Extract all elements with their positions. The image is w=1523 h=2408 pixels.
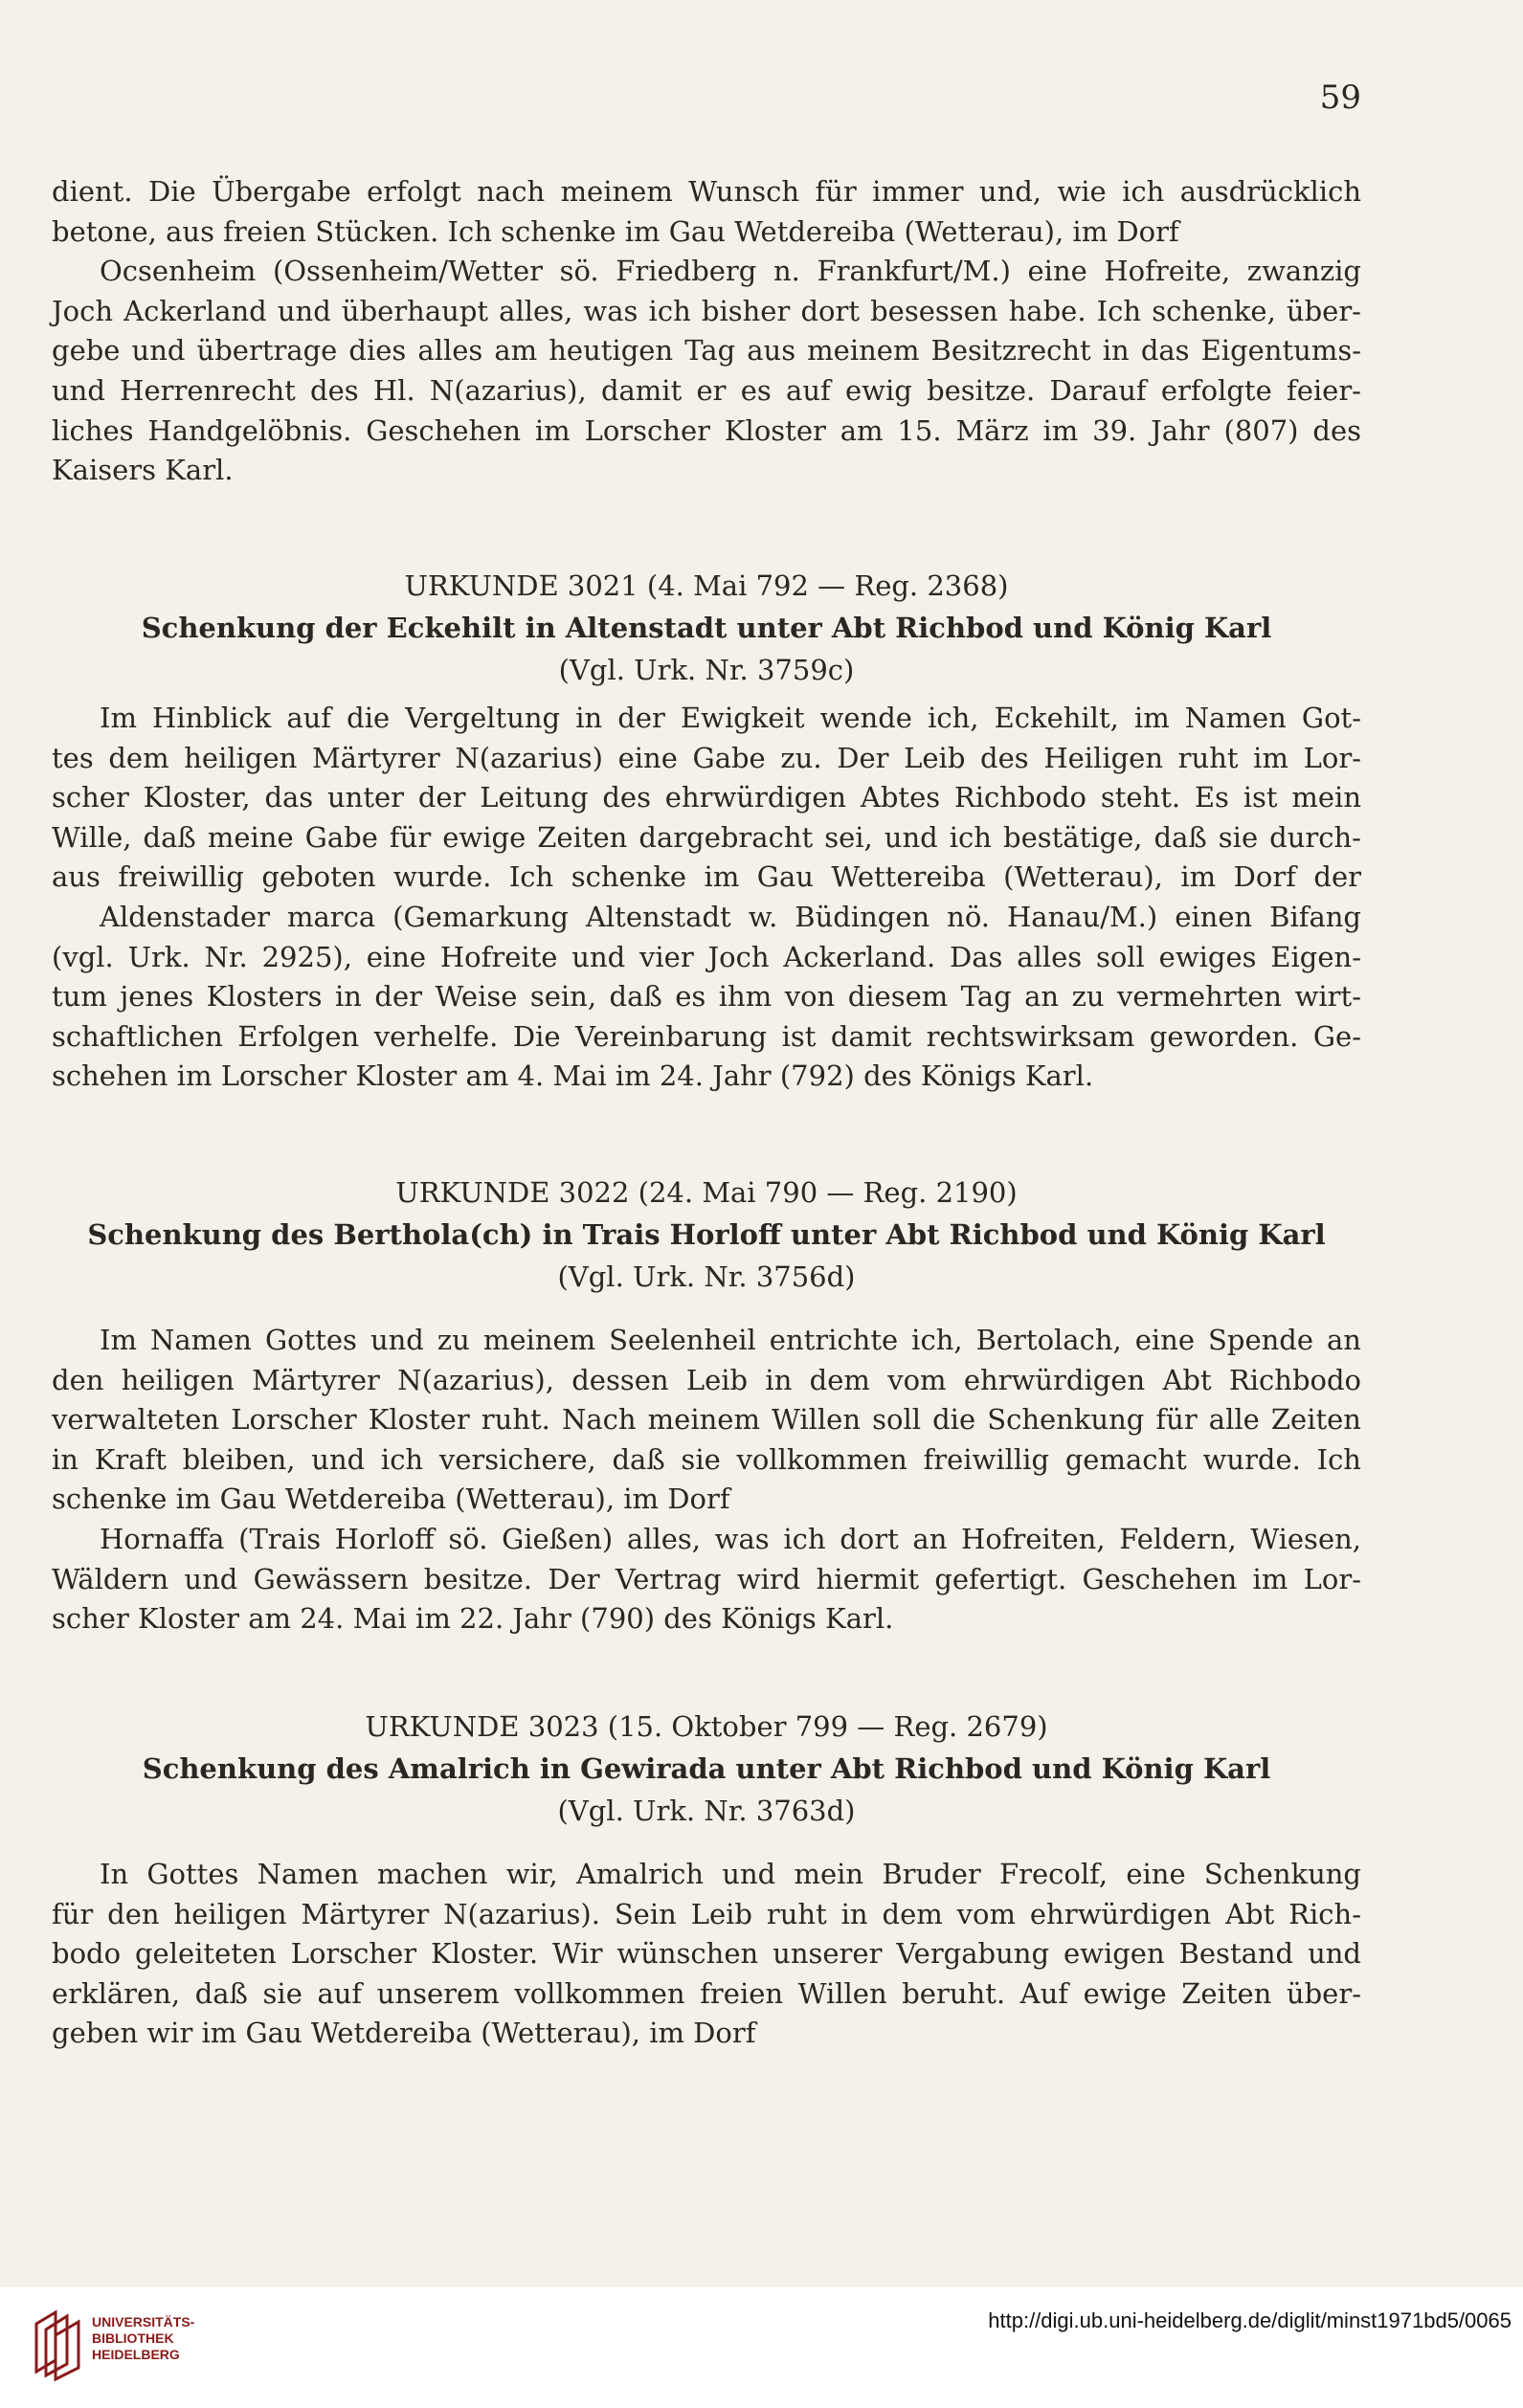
- charter-3022-reference: (Vgl. Urk. Nr. 3756d): [557, 1260, 856, 1293]
- text-line: Aldenstader marca (Gemarkung Altenstadt w. Büdingen nö. Hanau/M.) einen Bifang: [100, 900, 1361, 933]
- logo-line: UNIVERSITÄTS-: [92, 2314, 195, 2330]
- text-line: Im Hinblick auf die Vergeltung in der Ewigkeit wende ich, Eckehilt, im Namen Got-: [100, 702, 1361, 734]
- text-line: schenke im Gau Wetdereiba (Wetterau), im Dorf: [52, 1483, 730, 1516]
- text-line: erklären, daß sie auf unserem vollkommen freien Willen beruht. Auf ewige Zeiten über-: [52, 1976, 1361, 2010]
- logo-line: HEIDELBERG: [92, 2347, 180, 2362]
- text-line: scher Kloster, das unter der Leitung des ehrwürdigen Abtes Richbodo steht. Es ist mein: [52, 781, 1361, 814]
- text-line: den heiligen Märtyrer N(azarius), dessen Leib in dem vom ehrwürdigen Abt Richbodo: [52, 1363, 1361, 1396]
- text-line: Ocsenheim (Ossenheim/Wetter sö. Friedberg n. Frankfurt/M.) eine Hofreite, zwanzig: [100, 255, 1361, 288]
- text-line: liches Handgelöbnis. Geschehen im Lorscher Kloster am 15. März im 39. Jahr (807) des: [52, 413, 1361, 447]
- charter-3023-body: [52, 1855, 1361, 2054]
- text-line: betone, aus freien Stücken. Ich schenke im Gau Wetdereiba (Wetterau), im Dorf: [52, 214, 1179, 248]
- text-line: in Kraft bleiben, und ich versichere, daß sie vollkommen freiwillig gemacht wurde. Ich: [52, 1442, 1361, 1476]
- charter-3021-body: [52, 699, 1361, 1097]
- text-line: und Herrenrecht des Hl. N(azarius), damit er es auf ewig besitze. Darauf erfolgte feier-: [52, 373, 1361, 407]
- text-line: verwalteten Lorscher Kloster ruht. Nach meinem Willen soll die Schenkung für alle Zeiten: [52, 1403, 1361, 1437]
- charter-3021-reference: (Vgl. Urk. Nr. 3759c): [558, 654, 855, 686]
- text-line: scher Kloster am 24. Mai im 22. Jahr (790) des Königs Karl.: [52, 1602, 894, 1636]
- source-url[interactable]: http://digi.ub.uni-heidelberg.de/diglit/minst1971bd5/0065: [988, 2308, 1512, 2332]
- charter-3021-heading: URKUNDE 3021 (4. Mai 792 — Reg. 2368): [404, 569, 1009, 602]
- text-line: Joch Ackerland und überhaupt alles, was ich bisher dort besessen habe. Ich schenke, über-: [52, 294, 1361, 327]
- text-line: geben wir im Gau Wetdereiba (Wetterau), im Dorf: [52, 2017, 756, 2050]
- paragraph-continuation: [52, 172, 1361, 491]
- text-line: In Gottes Namen machen wir, Amalrich und mein Bruder Frecolf, eine Schenkung: [100, 1858, 1361, 1890]
- charter-3023-title: Schenkung des Amalrich in Gewirada unter Abt Richbod und König Karl: [142, 1752, 1271, 1785]
- text-line: für den heiligen Märtyrer N(azarius). Sein Leib ruht in dem vom ehrwürdigen Abt Rich-: [52, 1897, 1361, 1930]
- text-line: tum jenes Klosters in der Weise sein, daß es ihm von diesem Tag an zu vermehrten wirt-: [52, 980, 1361, 1014]
- library-logo-text: [92, 2314, 194, 2363]
- text-line: bodo geleiteten Lorscher Kloster. Wir wünschen unserer Vergabung ewigen Bestand und: [52, 1937, 1361, 1971]
- text-line: (vgl. Urk. Nr. 2925), eine Hofreite und vier Joch Ackerland. Das alles soll ewiges Eigen-: [52, 940, 1361, 973]
- logo-line: BIBLIOTHEK: [92, 2330, 174, 2346]
- library-logo-icon: [29, 2305, 86, 2381]
- text-line: tes dem heiligen Märtyrer N(azarius) eine Gabe zu. Der Leib des Heiligen ruht im Lor-: [52, 741, 1361, 774]
- text-line: Wäldern und Gewässern besitze. Der Vertrag wird hiermit gefertigt. Geschehen im Lor-: [52, 1562, 1361, 1595]
- charter-3023-heading: URKUNDE 3023 (15. Oktober 799 — Reg. 2679): [365, 1710, 1048, 1743]
- text-line: aus freiwillig geboten wurde. Ich schenke im Gau Wettereiba (Wetterau), im Dorf der: [52, 860, 1361, 894]
- text-line: Kaisers Karl.: [52, 454, 234, 487]
- page-number: 59: [1319, 78, 1361, 117]
- text-line: schehen im Lorscher Kloster am 4. Mai im 24. Jahr (792) des Königs Karl.: [52, 1059, 1094, 1093]
- text-line: schaftlichen Erfolgen verhelfe. Die Vereinbarung ist damit rechtswirksam geworden. Ge-: [52, 1019, 1361, 1053]
- text-line: Im Namen Gottes und zu meinem Seelenheil entrichte ich, Bertolach, eine Spende an: [100, 1324, 1361, 1356]
- charter-3022-body: [52, 1321, 1361, 1639]
- charter-3021-title: Schenkung der Eckehilt in Altenstadt unter Abt Richbod und König Karl: [141, 612, 1272, 644]
- charter-3022-heading: URKUNDE 3022 (24. Mai 790 — Reg. 2190): [395, 1176, 1018, 1209]
- charter-3022-title: Schenkung des Berthola(ch) in Trais Horloff unter Abt Richbod und König Karl: [87, 1218, 1326, 1251]
- charter-3023-reference: (Vgl. Urk. Nr. 3763d): [557, 1795, 856, 1827]
- text-line: Hornaffa (Trais Horloff sö. Gießen) alles, was ich dort an Hofreiten, Feldern, Wiesen,: [100, 1522, 1361, 1555]
- text-line: dient. Die Übergabe erfolgt nach meinem Wunsch für immer und, wie ich ausdrücklich: [52, 175, 1361, 208]
- footer-bar: [0, 2287, 1523, 2408]
- text-line: gebe und übertrage dies alles am heutigen Tag aus meinem Besitzrecht in das Eigentums-: [52, 334, 1361, 368]
- text-line: Wille, daß meine Gabe für ewige Zeiten dargebracht sei, und ich bestätige, daß sie durch-: [52, 820, 1361, 854]
